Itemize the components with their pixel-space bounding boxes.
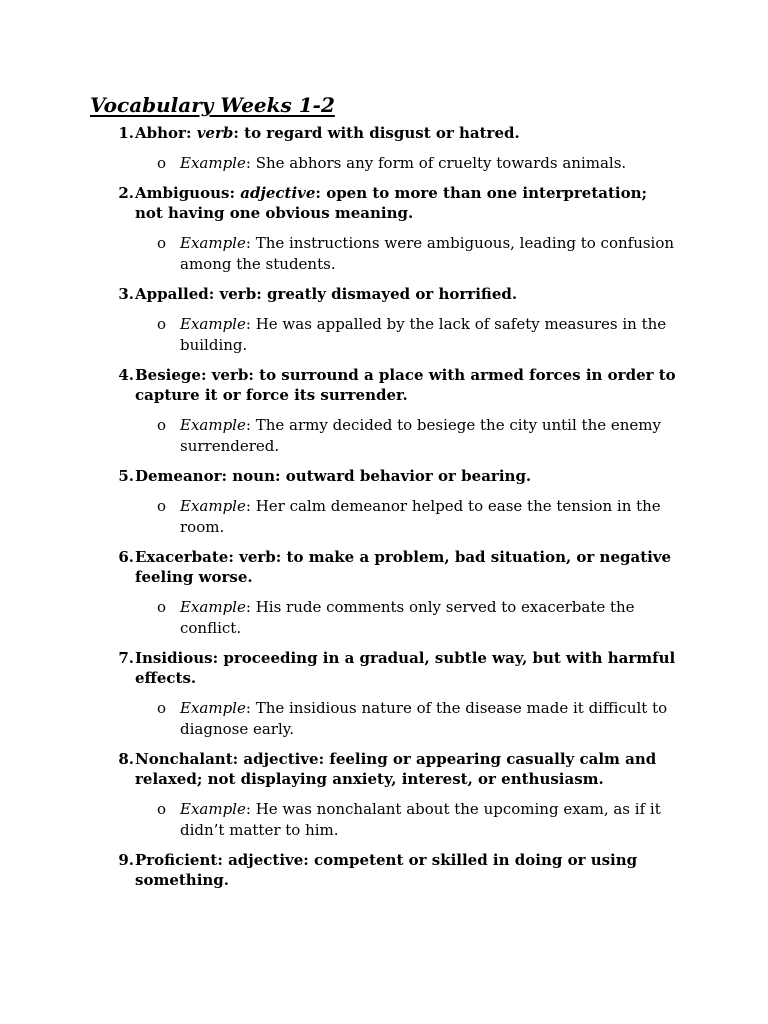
part-of-speech: verb — [196, 124, 234, 142]
example-label: Example — [180, 800, 246, 818]
vocab-entry — [90, 648, 690, 740]
vocab-word: Exacerbate — [135, 548, 229, 566]
vocab-word: Abhor — [135, 124, 186, 142]
example-label: Example — [180, 598, 246, 616]
term-definition: Exacerbate: verb: to make a problem, bad situation, or negative feeling worse. — [135, 548, 672, 586]
example-body: Example: She abhors any form of cruelty towards animals. — [180, 154, 627, 172]
example-line — [90, 153, 690, 174]
example-label: Example — [180, 699, 246, 717]
definition-text: to surround a place with armed forces in order to capture it or force its surrender. — [135, 366, 676, 404]
vocab-word: Proficient — [135, 851, 218, 869]
bullet-marker: o — [157, 315, 167, 333]
example-body: Example: The army decided to besiege the city until the enemy surrendered. — [180, 416, 661, 455]
entry-number: 2 . — [90, 183, 135, 223]
example-line — [90, 314, 690, 356]
definition-text: competent or skilled in doing or using something. — [135, 851, 638, 889]
part-of-speech: adjective — [240, 184, 316, 202]
definition-text: proceeding in a gradual, subtle way, but with harmful effects. — [135, 649, 676, 687]
entry-number: 1 . — [90, 123, 135, 143]
example-label: Example — [180, 234, 246, 252]
term-line — [90, 547, 690, 587]
definition-text: outward behavior or bearing. — [285, 467, 532, 485]
vocab-word: Demeanor — [135, 467, 222, 485]
example-sentence: His rude comments only served to exacerbate the conflict. — [180, 598, 635, 637]
bullet-marker: o — [157, 497, 167, 515]
example-label: Example — [180, 416, 246, 434]
term-definition: Abhor: verb: to regard with disgust or hatred. — [135, 124, 520, 142]
vocab-entry — [90, 365, 690, 457]
vocab-entry — [90, 749, 690, 841]
example-line — [90, 597, 690, 639]
part-of-speech: verb — [211, 366, 249, 384]
definition-text: to regard with disgust or hatred. — [244, 124, 520, 142]
example-body: Example: Her calm demeanor helped to ease the tension in the room. — [180, 497, 661, 536]
example-sentence: The army decided to besiege the city until the enemy surrendered. — [180, 416, 661, 455]
entry-number: 6 . — [90, 547, 135, 587]
bullet-marker: o — [157, 154, 167, 172]
definition-text: greatly dismayed or horrified. — [266, 285, 518, 303]
part-of-speech: verb — [219, 285, 257, 303]
vocabulary-list — [90, 123, 690, 890]
example-body: Example: The insidious nature of the disease made it difficult to diagnose early. — [180, 699, 668, 738]
bullet-marker: o — [157, 234, 167, 252]
vocab-entry — [90, 284, 690, 356]
term-line — [90, 284, 690, 304]
example-sentence: She abhors any form of cruelty towards animals. — [255, 154, 627, 172]
example-sentence: He was nonchalant about the upcoming exam, as if it didn’t matter to him. — [180, 800, 661, 839]
definition-text: to make a problem, bad situation, or negative feeling worse. — [135, 548, 672, 586]
definition-text: feeling or appearing casually calm and relaxed; not displaying anxiety, interest, or enthusiasm. — [135, 750, 657, 788]
entry-number: 8 . — [90, 749, 135, 789]
document-page — [90, 92, 690, 899]
vocab-entry — [90, 850, 690, 890]
part-of-speech: adjective — [243, 750, 319, 768]
term-definition: Appalled: verb: greatly dismayed or horrified. — [135, 285, 518, 303]
example-line — [90, 415, 690, 457]
entry-number: 5 . — [90, 466, 135, 486]
example-label: Example — [180, 154, 246, 172]
part-of-speech: noun — [232, 467, 275, 485]
vocab-entry — [90, 466, 690, 538]
bullet-marker: o — [157, 598, 167, 616]
example-line — [90, 698, 690, 740]
vocab-word: Nonchalant — [135, 750, 233, 768]
term-line — [90, 365, 690, 405]
term-line — [90, 749, 690, 789]
example-label: Example — [180, 315, 246, 333]
bullet-marker: o — [157, 699, 167, 717]
term-definition: Insidious: proceeding in a gradual, subtle way, but with harmful effects. — [135, 649, 676, 687]
example-body: Example: He was nonchalant about the upcoming exam, as if it didn’t matter to him. — [180, 800, 661, 839]
example-line — [90, 233, 690, 275]
term-definition: Ambiguous: adjective: open to more than one interpretation; not having one obvious meaning. — [135, 184, 648, 222]
example-body: Example: The instructions were ambiguous, leading to confusion among the students. — [180, 234, 675, 273]
example-sentence: Her calm demeanor helped to ease the tension in the room. — [180, 497, 661, 536]
vocab-word: Appalled — [135, 285, 209, 303]
part-of-speech: verb — [239, 548, 276, 566]
definition-text: open to more than one interpretation; not having one obvious meaning. — [135, 184, 648, 222]
entry-number: 7 . — [90, 648, 135, 688]
vocab-entry — [90, 183, 690, 275]
bullet-marker: o — [157, 416, 167, 434]
example-body: Example: He was appalled by the lack of safety measures in the building. — [180, 315, 667, 354]
entry-number: 3 . — [90, 284, 135, 304]
vocab-word: Insidious — [135, 649, 213, 667]
term-line — [90, 183, 690, 223]
vocab-entry — [90, 123, 690, 174]
term-line — [90, 850, 690, 890]
term-definition: Proficient: adjective: competent or skilled in doing or using something. — [135, 851, 638, 889]
example-label: Example — [180, 497, 246, 515]
term-definition: Besiege: verb: to surround a place with armed forces in order to capture it or force its surrender. — [135, 366, 676, 404]
example-sentence: The instructions were ambiguous, leading to confusion among the students. — [180, 234, 675, 273]
entry-number: 4 . — [90, 365, 135, 405]
example-sentence: The insidious nature of the disease made it difficult to diagnose early. — [180, 699, 668, 738]
vocab-entry — [90, 547, 690, 639]
term-definition: Nonchalant: adjective: feeling or appearing casually calm and relaxed; not displaying anxiety, interest, or enthusiasm. — [135, 750, 657, 788]
example-line — [90, 496, 690, 538]
example-body: Example: His rude comments only served to exacerbate the conflict. — [180, 598, 635, 637]
entry-number: 9 . — [90, 850, 135, 890]
term-line — [90, 466, 690, 486]
document-title: Vocabulary Weeks 1-2 — [90, 93, 335, 117]
bullet-marker: o — [157, 800, 167, 818]
vocab-word: Ambiguous — [135, 184, 230, 202]
example-line — [90, 799, 690, 841]
term-line — [90, 648, 690, 688]
term-line — [90, 123, 690, 143]
vocab-word: Besiege — [135, 366, 201, 384]
example-sentence: He was appalled by the lack of safety measures in the building. — [180, 315, 667, 354]
term-definition: Demeanor: noun: outward behavior or bearing. — [135, 467, 532, 485]
part-of-speech: adjective — [228, 851, 304, 869]
